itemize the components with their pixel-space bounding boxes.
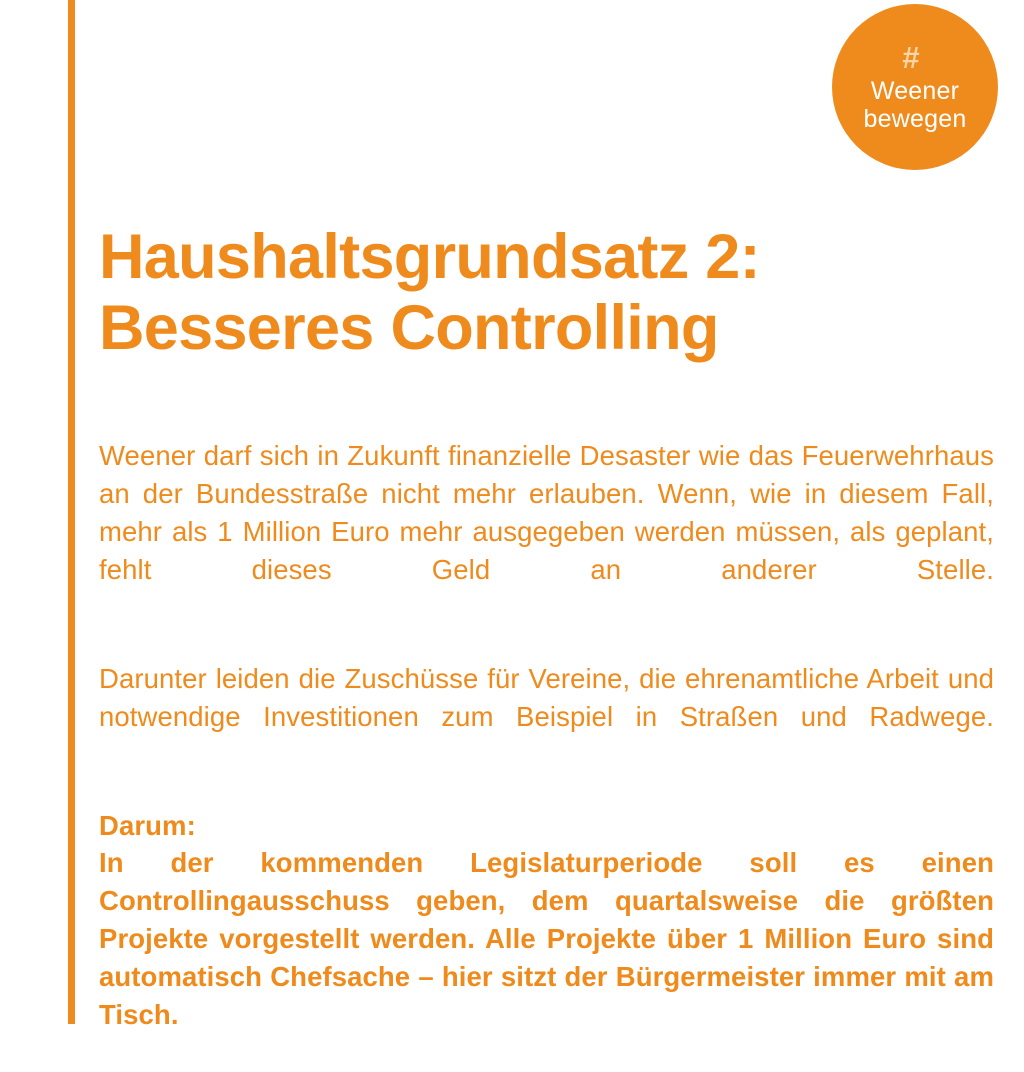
- poster-content: [99, 0, 997, 1024]
- page-title: Haushaltsgrundsatz 2: Besseres Controlling: [99, 222, 899, 363]
- hashtag-icon: #: [902, 42, 919, 73]
- conclusion-text: In der kommenden Legislaturperiode soll es einen Controllingausschuss geben, dem quartalsweise die größten Projekte vorgestellt werden. Alle Projekte über 1 Million Euro sind automatisch Chefsache – hier sitzt der Bürgermeister immer mit am Tisch.: [99, 844, 994, 1072]
- logo-line-2: bewegen: [864, 105, 967, 133]
- body-text: [99, 437, 994, 1072]
- paragraph-2: Darunter leiden die Zuschüsse für Vereine, die ehrenamtliche Arbeit und notwendige Investitionen zum Beispiel in Straßen und Radwege.: [99, 660, 994, 774]
- left-accent-bar: [68, 0, 75, 1024]
- conclusion-label: Darum:: [99, 807, 994, 845]
- conclusion-block: [99, 807, 994, 1072]
- paragraph-1: Weener darf sich in Zukunft finanzielle Desaster wie das Feuerwehrhaus an der Bundesstraße nicht mehr erlauben. Wenn, wie in diesem Fall, mehr als 1 Million Euro mehr ausgegeben werden müssen, als geplant, fehlt dieses Geld an anderer Stelle.: [99, 437, 994, 627]
- logo-line-1: Weener: [871, 77, 959, 105]
